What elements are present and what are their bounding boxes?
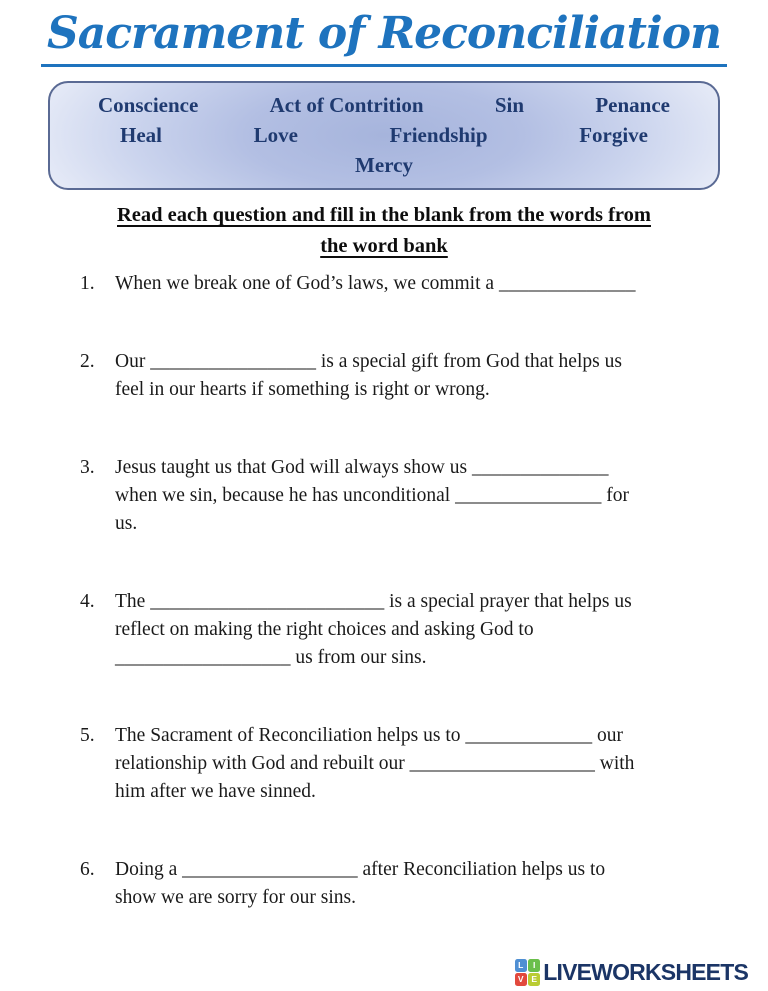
liveworksheets-logo[interactable] (515, 959, 748, 987)
question-list (80, 270, 768, 912)
brand-name: LIVEWORKSHEETS (543, 958, 748, 985)
question-5 (80, 722, 768, 806)
liveworksheets-grid-icon (515, 959, 541, 987)
question-4 (80, 588, 768, 672)
question-number: 6. (80, 859, 95, 880)
question-text: feel in our hearts if something is right or wrong. (115, 379, 490, 400)
question-number: 3. (80, 457, 95, 478)
word-bank-word: Love (253, 123, 298, 147)
question-number: 2. (80, 351, 95, 372)
question-number: 1. (80, 273, 95, 294)
question-text: us. (115, 513, 138, 534)
answer-blank-q5-1[interactable]: _____________ (465, 725, 593, 746)
question-text: Jesus taught us that God will always show us (115, 457, 472, 478)
logo-cell-e: E (528, 973, 540, 986)
answer-blank-q3-1[interactable]: ______________ (471, 457, 609, 478)
question-body (115, 722, 634, 806)
question-text: when we sin, because he has unconditional (115, 485, 456, 506)
answer-blank-q4-2[interactable]: __________________ (115, 647, 291, 668)
word-bank (48, 81, 720, 190)
question-text: relationship with God and rebuilt our (115, 753, 410, 774)
question-text: reflect on making the right choices and asking God to (115, 619, 534, 640)
question-text: our (592, 725, 623, 746)
question-body (115, 856, 605, 912)
question-number: 4. (80, 591, 95, 612)
question-2 (80, 348, 768, 404)
question-body (115, 588, 632, 672)
answer-blank-q3-2[interactable]: _______________ (455, 485, 602, 506)
logo-cell-i: I (528, 959, 540, 972)
answer-blank-q1-1[interactable]: ______________ (498, 273, 636, 294)
logo-cell-l: L (515, 959, 527, 972)
word-bank-word: Heal (120, 123, 162, 147)
instruction-heading (0, 200, 768, 262)
word-bank-row (50, 120, 718, 150)
question-text: after Reconciliation helps us to (357, 859, 606, 880)
answer-blank-q4-1[interactable]: ________________________ (150, 591, 385, 612)
question-6 (80, 856, 768, 912)
question-text: is a special prayer that helps us (384, 591, 632, 612)
question-3 (80, 454, 768, 538)
word-bank-word: Forgive (579, 123, 648, 147)
question-text: for (601, 485, 629, 506)
word-bank-word: Friendship (389, 123, 488, 147)
answer-blank-q5-2[interactable]: ___________________ (409, 753, 595, 774)
question-text: Our (115, 351, 151, 372)
word-bank-word: Conscience (98, 93, 199, 117)
question-number: 5. (80, 725, 95, 746)
instruction-line-1: Read each question and fill in the blank from the words from (117, 204, 651, 226)
word-bank-row (50, 150, 718, 180)
question-text: The Sacrament of Reconciliation helps us to (115, 725, 466, 746)
title-area (0, 0, 768, 67)
word-bank-word: Mercy (355, 153, 413, 177)
question-body (115, 348, 622, 404)
question-1 (80, 270, 768, 298)
question-text: When we break one of God’s laws, we commit a (115, 273, 499, 294)
word-bank-row (50, 90, 718, 120)
question-body (115, 270, 635, 298)
question-body (115, 454, 629, 538)
question-text: is a special gift from God that helps us (315, 351, 622, 372)
question-text: us from our sins. (290, 647, 427, 668)
word-bank-word: Act of Contrition (269, 93, 424, 117)
answer-blank-q2-1[interactable]: _________________ (150, 351, 316, 372)
answer-blank-q6-1[interactable]: __________________ (182, 859, 358, 880)
word-bank-word: Sin (494, 93, 525, 117)
question-text: him after we have sinned. (115, 781, 316, 802)
word-bank-word: Penance (595, 93, 670, 117)
logo-cell-v: V (515, 973, 527, 986)
question-text: The (115, 591, 151, 612)
question-text: Doing a (115, 859, 183, 880)
page-title: Sacrament of Reconciliation (41, 6, 727, 67)
question-text: with (594, 753, 635, 774)
question-text: show we are sorry for our sins. (115, 887, 356, 908)
instruction-line-2: the word bank (320, 235, 448, 257)
